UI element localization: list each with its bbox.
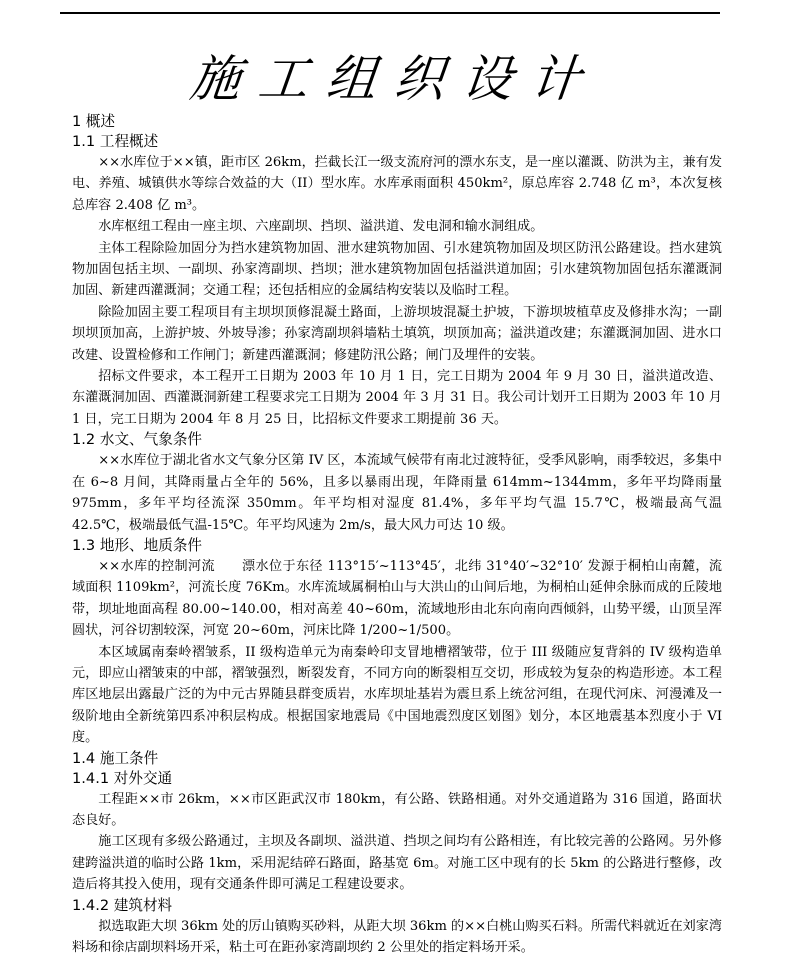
header-rule: [60, 12, 720, 14]
paragraph: ××水库位于湖北省水文气象分区第 IV 区，本流域气候带有南北过渡特征，受季风影响，雨季较迟，多集中在 6~8 月间，其降雨量占全年的 56%，且多以暴雨出现，年降雨量 614mm~1344mm，多年平均降雨量 975mm，多年平均径流深 350mm。年平均相对湿度 81.4%，多年平均气温 15.7℃，极端最高气温 42.5℃，极端最低气温-15℃。年平均风速为 2m/s，最大风力可达 10 级。: [72, 453, 722, 533]
paragraph: 除险加固主要工程项目有主坝坝顶修混凝土路面，上游坝坡混凝土护坡，下游坝坡植草皮及修排水沟；一副坝坝顶加高，上游护坡、外坡导渗；孙家湾副坝斜墙粘土填筑，坝顶加高；溢洪道改建；东灌溉洞加固、进水口改建、设置检修和工作闸门；新建西灌溉洞；修建防汛公路；闸门及埋件的安装。: [72, 304, 722, 363]
subsubsection-heading: 1.4.1 对外交通: [72, 769, 173, 787]
paragraph: 主体工程除险加固分为挡水建筑物加固、泄水建筑物加固、引水建筑物加固及坝区防汛公路建设。挡水建筑物加固包括主坝、一副坝、孙家湾副坝、挡坝；泄水建筑物加固包括溢洪道加固；引水建筑物加固包括东灌溉洞加固、新建西灌溉洞；交通工程；还包括相应的金属结构安装以及临时工程。: [72, 240, 722, 299]
section-heading: 1 概述: [72, 113, 116, 130]
document-title: 施工组织设计: [187, 50, 602, 108]
document-body: [72, 112, 722, 958]
subsection-heading: 1.2 水文、气象条件: [72, 431, 203, 449]
paragraph: 工程距××市 26km，××市区距武汉市 180km，有公路、铁路相通。对外交通道路为 316 国道，路面状态良好。: [72, 791, 722, 828]
paragraph: 本区域属南秦岭褶皱系，II 级构造单元为南秦岭印支冒地槽褶皱带，位于 III 级随应复背斜的 IV 级构造单元，即应山褶皱束的中部，褶皱强烈，断裂发育，不同方向的断裂相互交切，形成较为复杂的构造形迹。本工程库区地层出露最广泛的为中元古界随县群变质岩，水库坝址基岩为震旦系上统岔河组，在现代河床、河漫滩及一级阶地由全新统第四系冲积层构成。根据国家地震局《中国地震烈度区划图》划分，本区地震基本烈度小于 VI 度。: [72, 644, 722, 746]
paragraph: 施工区现有多级公路通过，主坝及各副坝、溢洪道、挡坝之间均有公路相连，有比较完善的公路网。另外修建跨溢洪道的临时公路 1km，采用泥结碎石路面，路基宽 6m。对施工区中现有的长 5km 的公路进行整修，改造后将其投入使用，现有交通条件即可满足工程建设要求。: [72, 834, 722, 893]
paragraph: 拟选取距大坝 36km 处的厉山镇购买砂料，从距大坝 36km 的××白桃山购买石料。所需代料就近在刘家湾料场和徐店副坝料场开采，粘土可在距孙家湾副坝约 2 公里处的指定料场开采。: [72, 918, 722, 955]
paragraph: 水库枢纽工程由一座主坝、六座副坝、挡坝、溢洪道、发电洞和输水洞组成。: [98, 219, 544, 235]
subsection-heading: 1.3 地形、地质条件: [72, 536, 203, 554]
paragraph: ××水库的控制河流 漂水位于东径 113°15′~113°45′，北纬 31°40′~32°10′ 发源于桐柏山南麓，流域面积 1109km²，河流长度 76Km。水库流域属桐柏山与大洪山的山间后地，为桐柏山延伸余脉而成的丘陵地带，坝址地面高程 80.00~140.00，相对高差 40~60m，流域地形由北东向南向西倾斜，山势平缓，山顶呈浑圆状，河谷切割较深，河宽 20~60m，河床比降 1/200~1/500。: [72, 558, 722, 639]
subsection-heading: 1.1 工程概述: [72, 133, 159, 150]
paragraph: 招标文件要求，本工程开工日期为 2003 年 10 月 1 日，完工日期为 2004 年 9 月 30 日，溢洪道改造、东灌溉洞加固、西灌溉洞新建工程要求完工日期为 2004 年 3 月 31 日。我公司计划开工日期为 2003 年 10 月 1 日，完工日期为 2004 年 8 月 25 日，比招标文件要求工期提前 36 天。: [72, 369, 722, 427]
subsubsection-heading: 1.4.2 建筑材料: [72, 896, 173, 914]
paragraph: ××水库位于××镇，距市区 26km，拦截长江一级支流府河的漂水东支，是一座以灌溉、防洪为主，兼有发电、养殖、城镇供水等综合效益的大（II）型水库。水库承雨面积 450km²，原总库容 2.748 亿 m³，本次复核总库容 2.408 亿 m³。: [72, 155, 722, 213]
subsection-heading: 1.4 施工条件: [72, 749, 159, 767]
